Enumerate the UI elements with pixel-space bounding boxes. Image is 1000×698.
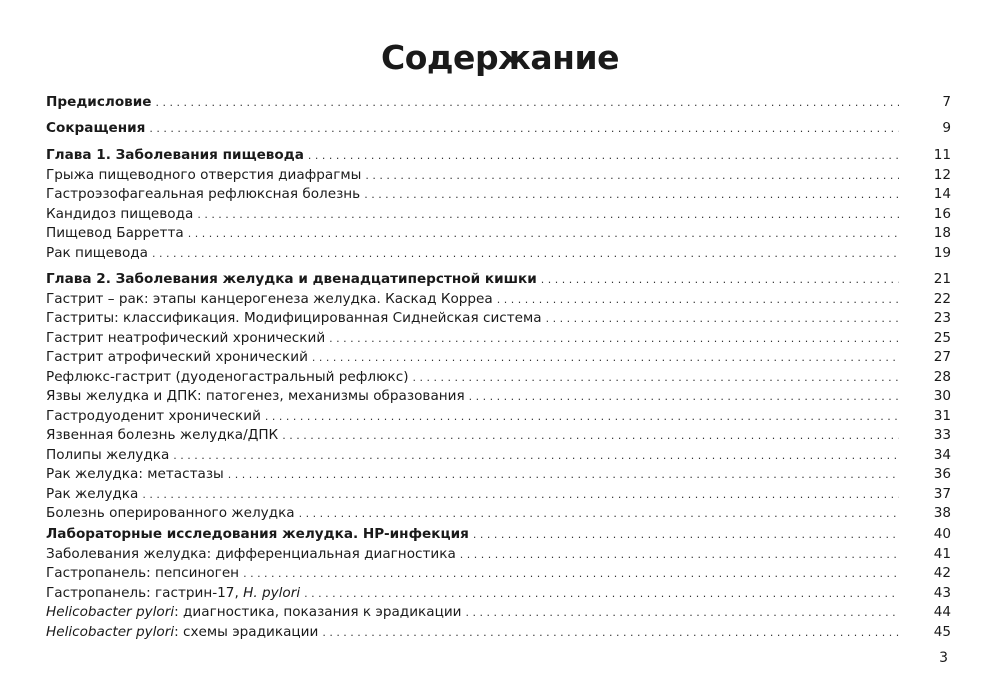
leader-dots — [243, 564, 899, 584]
toc-entry-page: 31 — [933, 407, 951, 424]
leader-dots — [546, 309, 899, 329]
page-number: 3 — [939, 650, 948, 666]
leader-dots — [304, 584, 899, 604]
leader-dots — [173, 446, 899, 466]
leader-dots — [460, 545, 899, 565]
toc-chapter-1[interactable] — [46, 145, 951, 165]
leader-dots — [197, 205, 899, 225]
toc-entry-label: Болезнь оперированного желудка — [46, 505, 295, 521]
toc-entry[interactable] — [46, 503, 951, 523]
toc-entry[interactable] — [46, 484, 951, 504]
toc-entry-label: Пищевод Барретта — [46, 225, 184, 241]
toc-entry-page: 19 — [933, 244, 951, 261]
leader-dots — [188, 224, 899, 244]
toc-entry-label: Лабораторные исследования желудка. HP-инфекция — [46, 526, 469, 542]
toc-entry-page: 16 — [933, 205, 951, 222]
toc-entry-label: Глава 1. Заболевания пищевода — [46, 147, 304, 163]
toc-entry[interactable] — [46, 445, 951, 465]
toc-entry-page: 34 — [933, 446, 951, 463]
leader-dots — [142, 485, 899, 505]
toc-entry-label: Полипы желудка — [46, 446, 170, 463]
leader-dots — [497, 290, 899, 310]
toc-entry-page: 21 — [933, 271, 951, 287]
toc-entry-label: Рак желудка — [46, 485, 139, 502]
toc-entry-abbreviations[interactable] — [46, 118, 951, 138]
toc-entry-page: 43 — [933, 584, 951, 601]
toc-entry-preface[interactable] — [46, 92, 951, 112]
leader-dots — [364, 185, 899, 205]
toc-entry[interactable] — [46, 289, 951, 309]
leader-dots — [365, 166, 899, 186]
toc-entry-page: 41 — [933, 545, 951, 562]
toc-entry[interactable] — [46, 622, 951, 642]
toc-entry[interactable] — [46, 544, 951, 564]
leader-dots — [329, 329, 899, 349]
toc-entry[interactable] — [46, 223, 951, 243]
toc-entry-label: Гастродуоденит хронический — [46, 407, 261, 424]
toc-entry[interactable] — [46, 347, 951, 367]
toc-entry-label: Helicobacter pylori: схемы эрадикации — [46, 623, 319, 640]
toc-entry-page: 44 — [933, 604, 951, 620]
toc-entry-label: Рефлюкс-гастрит (дуоденогастральный рефлюкс) — [46, 368, 409, 385]
leader-dots — [322, 623, 899, 643]
toc-entry-label: Грыжа пищеводного отверстия диафрагмы — [46, 166, 362, 183]
toc-section-lab[interactable] — [46, 524, 951, 544]
toc-entry[interactable] — [46, 367, 951, 387]
leader-dots — [282, 426, 899, 446]
leader-dots — [152, 244, 899, 264]
toc-entry-label: Рак желудка: метастазы — [46, 466, 224, 482]
toc-entry-page: 30 — [933, 388, 951, 404]
toc-entry[interactable] — [46, 308, 951, 328]
leader-dots — [413, 368, 899, 388]
leader-dots — [473, 525, 899, 545]
toc-entry-page: 27 — [933, 349, 951, 365]
toc-entry-page: 37 — [933, 485, 951, 502]
toc-entry-page: 14 — [933, 186, 951, 202]
toc-entry-page: 25 — [933, 329, 951, 346]
toc-entry-label: Заболевания желудка: дифференциальная диагностика — [46, 545, 456, 562]
leader-dots — [469, 387, 899, 407]
toc-entry-label: Язвенная болезнь желудка/ДПК — [46, 427, 279, 443]
toc-entry-label: Гастрит атрофический хронический — [46, 349, 308, 365]
species-name: H. pylori — [243, 584, 301, 601]
toc-entry-label: Гастропанель: гастрин-17, H. pylori — [46, 584, 301, 601]
toc-entry-page: 40 — [933, 526, 951, 542]
toc-entry[interactable] — [46, 204, 951, 224]
toc-entry-page: 33 — [933, 427, 951, 443]
leader-dots — [308, 146, 899, 166]
leader-dots — [541, 270, 899, 290]
toc-entry-page: 42 — [933, 565, 951, 581]
toc-entry-label: Гастропанель: пепсиноген — [46, 565, 240, 581]
toc-entry[interactable] — [46, 243, 951, 263]
toc-entry[interactable] — [46, 406, 951, 426]
toc-entry[interactable] — [46, 165, 951, 185]
toc-entry-label: Гастроэзофагеальная рефлюксная болезнь — [46, 186, 361, 202]
toc-entry[interactable] — [46, 602, 951, 622]
toc-entry[interactable] — [46, 425, 951, 445]
toc-entry-page: 18 — [933, 225, 951, 241]
toc-entry-label: Гастриты: классификация. Модифицированная Сиднейская система — [46, 310, 542, 326]
toc-entry[interactable] — [46, 563, 951, 583]
toc-entry-page: 9 — [942, 120, 951, 136]
species-name: Helicobacter pylori — [46, 623, 175, 640]
toc-entry[interactable] — [46, 583, 951, 603]
toc-entry-label: Гастрит неатрофический хронический — [46, 329, 326, 346]
toc-chapter-2[interactable] — [46, 269, 951, 289]
leader-dots — [149, 119, 899, 139]
toc-entry[interactable] — [46, 184, 951, 204]
page-title: Содержание — [381, 38, 619, 77]
toc-entry-label: Сокращения — [46, 120, 146, 136]
toc-entry[interactable] — [46, 386, 951, 406]
toc-entry-label: Helicobacter pylori: диагностика, показания к эрадикации — [46, 604, 462, 620]
leader-dots — [312, 348, 899, 368]
leader-dots — [265, 407, 899, 427]
toc-entry[interactable] — [46, 464, 951, 484]
toc-entry-label: Гастрит – рак: этапы канцерогенеза желудка. Каскад Корреа — [46, 290, 493, 307]
toc-entry-page: 28 — [933, 368, 951, 385]
toc-entry-page: 38 — [933, 505, 951, 521]
toc-entry-page: 45 — [933, 623, 951, 640]
toc-entry-label: Язвы желудка и ДПК: патогенез, механизмы образования — [46, 388, 465, 404]
toc-entry-page: 22 — [933, 290, 951, 307]
toc-entry-label: Предисловие — [46, 94, 152, 110]
toc-entry-label: Рак пищевода — [46, 244, 149, 261]
toc-entry-page: 7 — [942, 94, 951, 110]
toc-entry-label: Глава 2. Заболевания желудка и двенадцатиперстной кишки — [46, 271, 537, 287]
toc-entry-page: 36 — [933, 466, 951, 482]
toc-entry-page: 11 — [933, 147, 951, 163]
leader-dots — [299, 504, 899, 524]
toc-entry-label: Кандидоз пищевода — [46, 205, 194, 222]
toc-entry[interactable] — [46, 328, 951, 348]
leader-dots — [156, 93, 899, 113]
toc-entry-page: 23 — [933, 310, 951, 326]
species-name: Helicobacter pylori — [46, 604, 175, 620]
toc-entry-page: 12 — [933, 166, 951, 183]
leader-dots — [228, 465, 899, 485]
leader-dots — [466, 603, 899, 623]
